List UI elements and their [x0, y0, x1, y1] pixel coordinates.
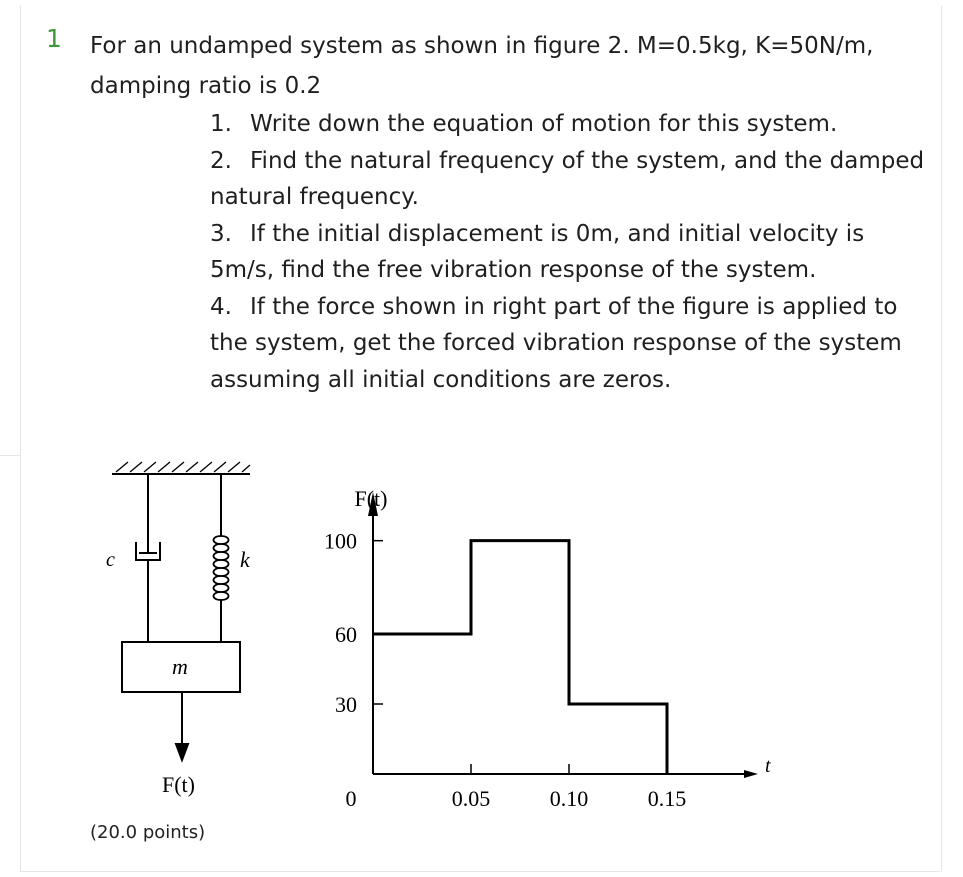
x-axis-label: t — [765, 755, 771, 777]
force-series-line — [373, 541, 667, 774]
force-chart — [324, 486, 771, 811]
y-tick-label: 30 — [335, 692, 357, 718]
ceiling-hatch — [116, 462, 250, 472]
item-number: 4. — [210, 293, 232, 320]
item-text: Write down the equation of motion for this system. — [250, 111, 838, 137]
question-item-3 — [210, 216, 930, 289]
force-arrow-head-icon — [176, 744, 188, 760]
item-number: 3. — [210, 220, 232, 247]
points-label: (20.0 points) — [90, 822, 206, 843]
damper-label: c — [106, 549, 115, 571]
force-label: F(t) — [162, 772, 195, 797]
y-tick-label: 100 — [324, 528, 357, 554]
y-tick-label: 60 — [335, 622, 357, 648]
damper-icon — [136, 474, 160, 642]
mass-label: m — [172, 654, 188, 679]
bottom-divider — [20, 871, 940, 872]
y-axis-label: F(t) — [354, 486, 388, 511]
item-number: 1. — [210, 111, 232, 137]
x-axis-arrow-icon — [744, 770, 758, 778]
question-text: For an undamped system as shown in figure 2. M=0.5kg, K=50N/m, damping ratio is 0.2 — [90, 33, 874, 99]
spring-icon — [214, 474, 229, 642]
mass-spring-damper-diagram — [112, 462, 250, 760]
origin-label: 0 — [345, 786, 357, 811]
item-text: If the force shown in right part of the figure is applied to the system, get the forced vibration response of the system assuming all initial conditions are zeros. — [210, 293, 902, 393]
x-tick-label: 0.15 — [647, 786, 687, 811]
figure — [90, 438, 786, 812]
x-tick-label: 0.05 — [451, 786, 491, 811]
item-number: 2. — [210, 147, 232, 174]
question-items — [210, 106, 930, 398]
question-item-1 — [210, 106, 930, 143]
spring-label: k — [240, 547, 250, 572]
item-text: Find the natural frequency of the system, and the damped natural frequency. — [210, 147, 925, 210]
question-item-2 — [210, 143, 930, 216]
item-text: If the initial displacement is 0m, and initial velocity is 5m/s, find the free vibration response of the system. — [210, 220, 865, 283]
question-item-4 — [210, 289, 930, 399]
left-divider — [0, 455, 20, 456]
x-tick-label: 0.10 — [549, 786, 589, 811]
figure-svg — [90, 438, 786, 812]
question-number: 1 — [46, 24, 62, 53]
